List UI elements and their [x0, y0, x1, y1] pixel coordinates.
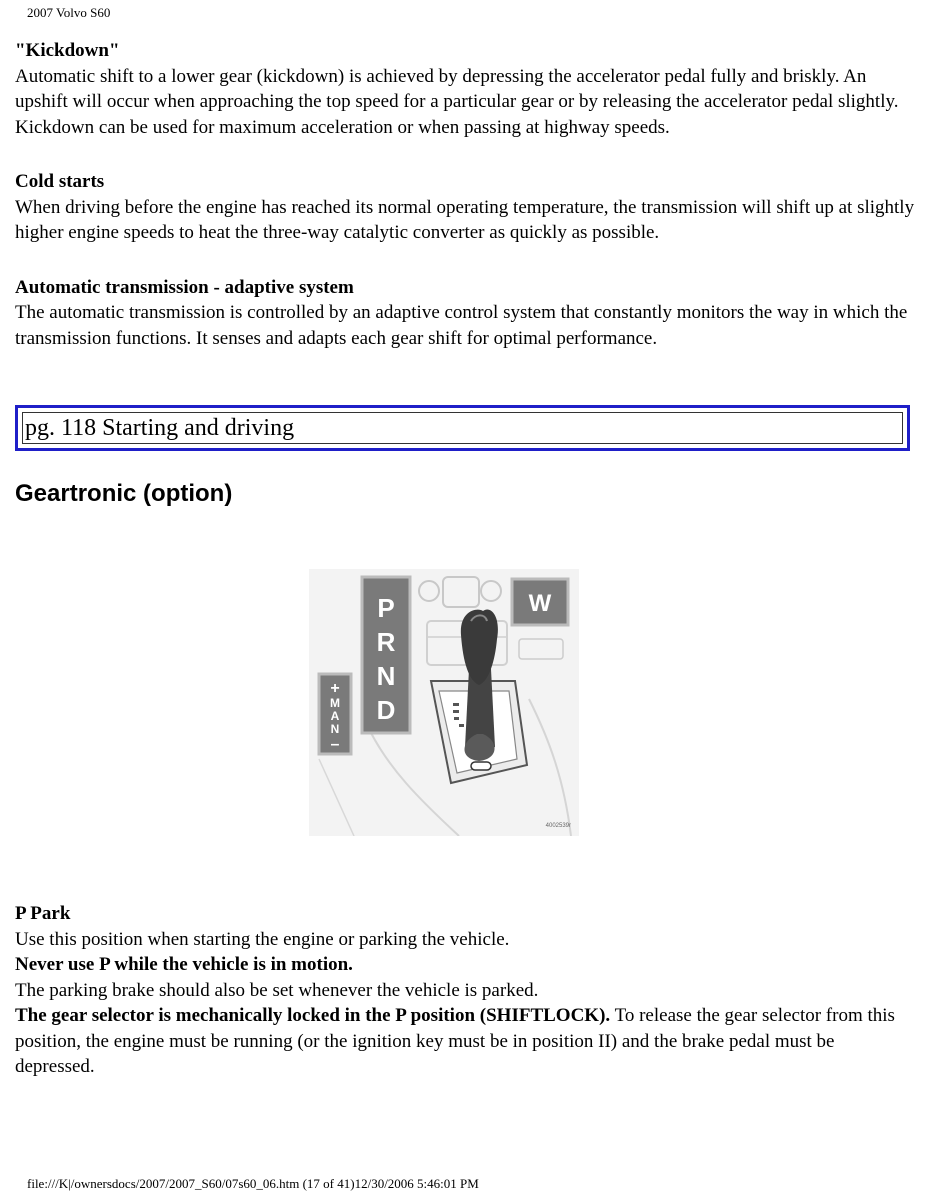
- park-heading: P Park: [15, 903, 71, 924]
- gear-selector-figure: [309, 569, 579, 836]
- gear-letter-r: R: [376, 627, 396, 657]
- man-minus: –: [330, 736, 340, 753]
- adaptive-system-heading: Automatic transmission - adaptive system: [15, 276, 354, 298]
- man-letter-m: M: [330, 696, 340, 710]
- figure-code: 4002539r: [545, 823, 571, 829]
- cold-starts-heading: Cold starts: [15, 171, 105, 192]
- park-shiftlock-paragraph: [15, 1003, 915, 1080]
- w-label: W: [528, 590, 552, 617]
- park-shiftlock-rest: To release the gear selector from this position, the engine must be running (or the ignition key must be in position II) and the brake pedal must be depressed.: [15, 1005, 895, 1077]
- adaptive-system-paragraph: The automatic transmission is controlled by an adaptive control system that constantly monitors the way in which the transmission functions. It senses and adapts each gear shift for optimal performance.: [15, 302, 908, 349]
- cold-starts-paragraph: When driving before the engine has reached its normal operating temperature, the transmission will shift up at slightly higher engine speeds to heat the three-way catalytic converter as quickly as possible.: [15, 196, 915, 243]
- page-header: 2007 Volvo S60: [27, 5, 111, 20]
- park-line-1: Use this position when starting the engine or parking the vehicle.: [15, 928, 510, 950]
- gear-letter-d: D: [376, 695, 396, 725]
- kickdown-heading: "Kickdown": [15, 40, 120, 61]
- gear-letter-n: N: [376, 661, 396, 691]
- man-letter-n: N: [330, 722, 340, 736]
- page-footer: file:///K|/ownersdocs/2007/2007_S60/07s60_06.htm (17 of 41)12/30/2006 5:46:01 PM: [27, 1176, 479, 1191]
- kickdown-section: [15, 38, 915, 140]
- kickdown-paragraph-2: Kickdown can be used for maximum acceleration or when passing at highway speeds.: [15, 116, 670, 138]
- adaptive-system-section: [15, 275, 915, 352]
- park-line-2: The parking brake should also be set whenever the vehicle is parked.: [15, 979, 539, 1001]
- gear-letter-p: P: [377, 593, 395, 623]
- park-warning: Never use P while the vehicle is in motion.: [15, 954, 353, 975]
- page-banner: [15, 405, 910, 451]
- man-plus: +: [330, 680, 340, 697]
- park-shiftlock-bold: The gear selector is mechanically locked in the P position (SHIFTLOCK).: [15, 1005, 611, 1026]
- shifter-badge: [471, 762, 491, 770]
- geartronic-heading: Geartronic (option): [15, 480, 233, 507]
- main-content: [15, 38, 915, 380]
- kickdown-paragraph-1: Automatic shift to a lower gear (kickdown) is achieved by depressing the accelerator pedal fully and briskly. An upshift will occur when approaching the top speed for a particular gear or by releasing the accelerator pedal slightly.: [15, 65, 899, 112]
- cold-starts-section: [15, 169, 915, 246]
- gear-selector-illustration: [309, 569, 579, 836]
- park-section: [15, 901, 915, 1080]
- man-letter-a: A: [330, 709, 340, 723]
- page-banner-text: pg. 118 Starting and driving: [22, 412, 903, 444]
